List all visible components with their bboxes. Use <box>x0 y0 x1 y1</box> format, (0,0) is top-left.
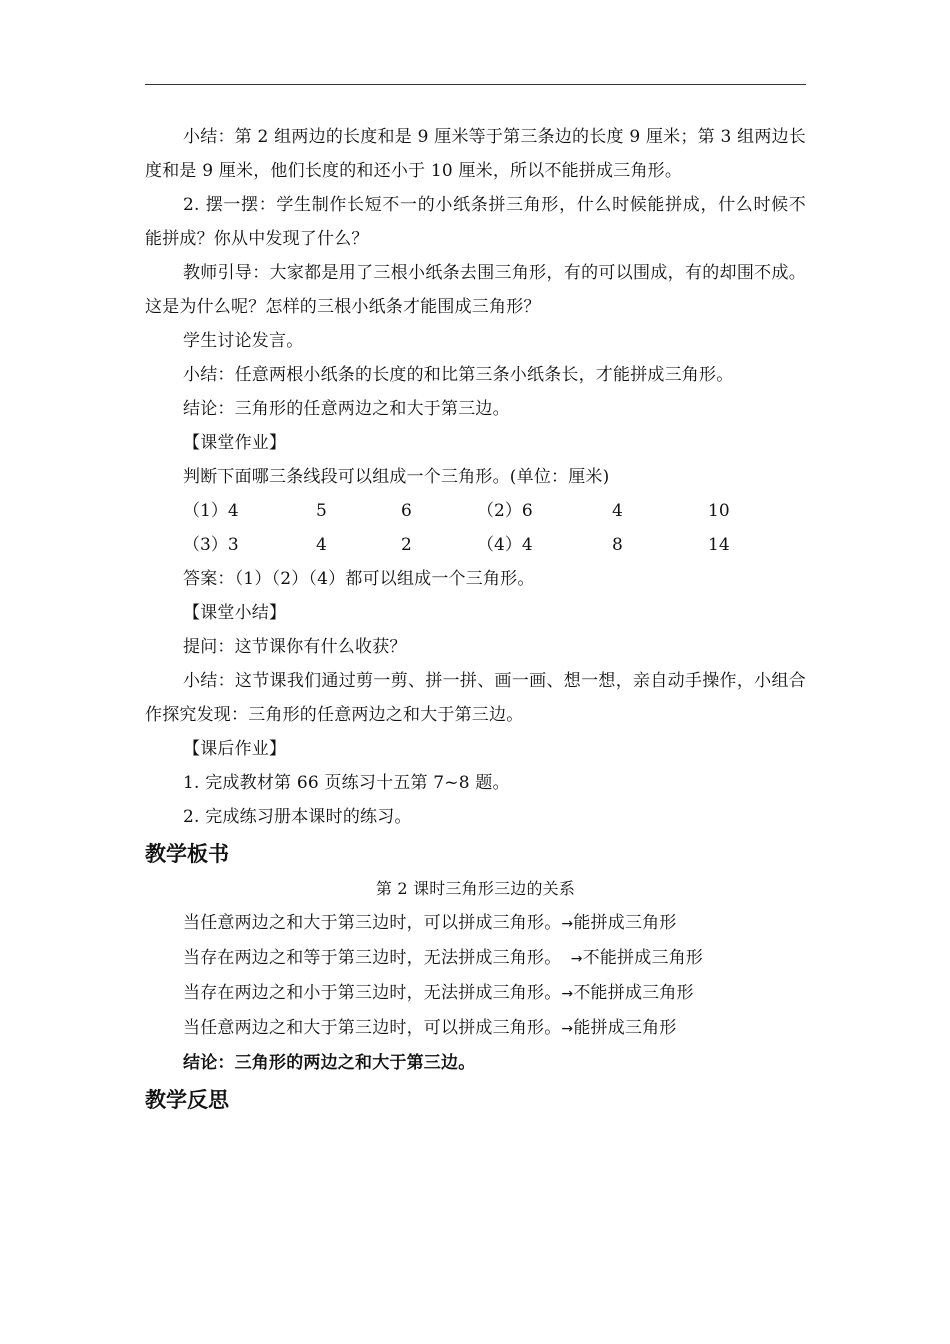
homework-item: 2. 完成练习册本课时的练习。 <box>183 807 412 827</box>
summary-paragraph-1: 小结：第 2 组两边的长度和是 9 厘米等于第三条边的长度 9 厘米；第 3 组两边长度和是 9 厘米，他们长度的和还小于 10 厘米，所以不能拼成三角形。 <box>145 127 806 181</box>
section-classwork: 【课堂作业】 <box>183 433 287 453</box>
exercise-value: 4 <box>612 501 623 521</box>
heading-board: 教学板书 <box>145 842 229 866</box>
board-line-text: 当任意两边之和大于第三边时，可以拼成三角形。 <box>183 913 562 933</box>
arrow-icon: → <box>561 951 583 967</box>
board-line-result: 能拼成三角形 <box>573 913 677 933</box>
board-line <box>145 906 806 941</box>
document-body <box>145 120 806 1118</box>
exercise-item: （3）3 <box>183 535 239 555</box>
summary-paragraph-3: 小结：这节课我们通过剪一剪、拼一拼、画一画、想一想，亲自动手操作，小组合作探究发现：三角形的任意两边之和大于第三边。 <box>145 671 806 725</box>
exercise-value: 10 <box>708 501 730 521</box>
summary-paragraph-2: 小结：任意两根小纸条的长度的和比第三条小纸条长，才能拼成三角形。 <box>183 365 734 385</box>
board-line-text: 当存在两边之和小于第三边时，无法拼成三角形。 <box>183 983 562 1003</box>
board-line <box>145 1011 806 1046</box>
arrow-icon: → <box>561 916 574 932</box>
exercise-item: （2）6 <box>477 501 533 521</box>
homework-item: 1. 完成教材第 66 页练习十五第 7~8 题。 <box>183 773 510 793</box>
board-line-text: 当存在两边之和等于第三边时，无法拼成三角形。 <box>183 948 562 968</box>
teacher-guide-paragraph: 教师引导：大家都是用了三根小纸条去围三角形，有的可以围成，有的却围不成。这是为什么呢？怎样的三根小纸条才能围成三角形？ <box>145 263 806 317</box>
classwork-question: 判断下面哪三条线段可以组成一个三角形。(单位：厘米) <box>183 467 610 487</box>
exercise-row <box>145 494 806 528</box>
exercise-value: 4 <box>316 535 327 555</box>
exercise-value: 14 <box>708 535 730 555</box>
arrow-icon: → <box>561 1021 574 1037</box>
arrow-icon: → <box>561 986 574 1002</box>
answer-paragraph: 答案：（1）（2）（4）都可以组成一个三角形。 <box>183 569 535 589</box>
exercise-row <box>145 528 806 562</box>
board-conclusion: 结论：三角形的两边之和大于第三边。 <box>183 1053 476 1073</box>
section-class-summary: 【课堂小结】 <box>183 603 287 623</box>
board-line-text: 当任意两边之和大于第三边时，可以拼成三角形。 <box>183 1018 562 1038</box>
exercise-value: 8 <box>612 535 623 555</box>
board-line-result: 不能拼成三角形 <box>573 983 694 1003</box>
board-line-result: 不能拼成三角形 <box>582 948 704 968</box>
exercise-item: （1）4 <box>183 501 239 521</box>
discussion-paragraph: 学生讨论发言。 <box>183 331 304 351</box>
exercise-value: 2 <box>401 535 412 555</box>
exercise-value: 5 <box>316 501 327 521</box>
board-line-result: 能拼成三角形 <box>573 1018 677 1038</box>
exercise-value: 6 <box>401 501 412 521</box>
question-paragraph: 提问：这节课你有什么收获？ <box>183 637 407 657</box>
board-line <box>145 941 806 976</box>
board-title: 第 2 课时三角形三边的关系 <box>375 879 576 898</box>
section-homework: 【课后作业】 <box>183 739 287 759</box>
conclusion-paragraph: 结论：三角形的任意两边之和大于第三边。 <box>183 399 510 419</box>
exercise-item: （4）4 <box>477 535 533 555</box>
board-line <box>145 976 806 1011</box>
activity-paragraph-2: 2. 摆一摆：学生制作长短不一的小纸条拼三角形，什么时候能拼成，什么时候不能拼成？你从中发现了什么？ <box>145 195 806 249</box>
header-rule <box>145 84 806 85</box>
heading-reflection: 教学反思 <box>145 1088 229 1112</box>
